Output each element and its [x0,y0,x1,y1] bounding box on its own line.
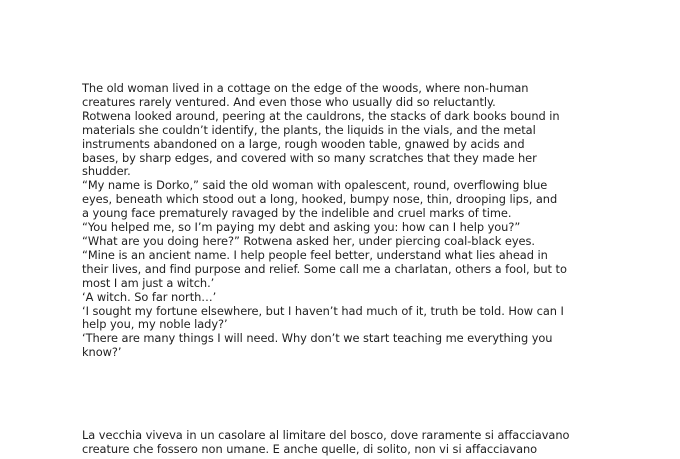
text-line: La vecchia viveva in un casolare al limitare del bosco, dove raramente si affacciavano [82,428,570,442]
english-passage [82,82,582,360]
text-line: creature che fossero non umane. E anche quelle, di solito, non vi si affacciavano [82,441,538,456]
text-line: The old woman lived in a cottage on the edge of the woods, where non-human [82,81,529,95]
text-line: help you, my noble lady?’ [82,317,228,332]
text-line: know?’ [82,345,122,360]
text-line: ‘I sought my fortune elsewhere, but I haven’t had much of it, truth be told. How can I [82,303,564,318]
text-line: “What are you doing here?” Rotwena asked her, under piercing coal-black eyes. [82,233,535,248]
text-line: a young face prematurely ravaged by the indelible and cruel marks of time. [82,206,512,221]
text-line: materials she couldn’t identify, the plants, the liquids in the vials, and the metal [82,122,536,137]
text-line: creatures rarely ventured. And even those who usually did so reluctantly. [82,94,496,109]
text-line: bases, by sharp edges, and covered with so many scratches that they made her [82,150,537,165]
text-line: “You helped me, so I’m paying my debt and asking you: how can I help you?” [82,220,521,235]
text-line: “Mine is an ancient name. I help people feel better, understand what lies ahead in [82,247,548,262]
text-line: “My name is Dorko,” said the old woman with opalescent, round, overflowing blue [82,178,548,193]
text-line: Rotwena looked around, peering at the cauldrons, the stacks of dark books bound in [82,108,560,123]
text-line: instruments abandoned on a large, rough wooden table, gnawed by acids and [82,136,525,151]
text-line: ‘A witch. So far north…’ [82,289,217,304]
text-line: ‘There are many things I will need. Why don’t we start teaching me everything you [82,331,553,346]
text-line: most I am just a witch.’ [82,275,215,290]
text-line: shudder. [82,164,131,179]
italian-passage [82,429,582,457]
text-line: eyes, beneath which stood out a long, hooked, bumpy nose, thin, drooping lips, and [82,192,558,207]
text-line: their lives, and find purpose and relief. Some call me a charlatan, others a fool, but to [82,261,567,276]
